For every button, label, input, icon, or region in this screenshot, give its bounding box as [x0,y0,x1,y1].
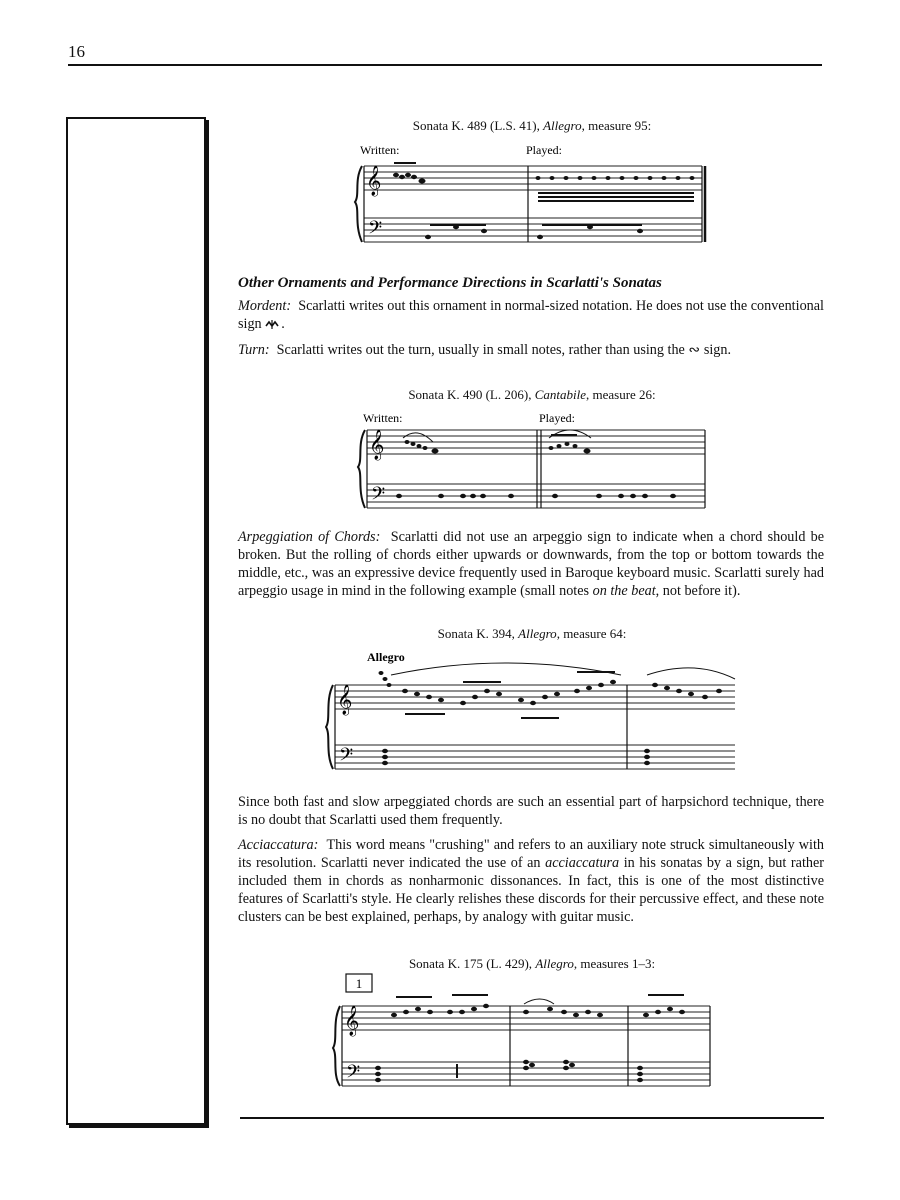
paragraph-text: sign. [703,342,732,358]
example-2-score [355,408,715,518]
label-played: Played: [539,411,575,425]
caption-text: Sonata K. 175 (L. 429), [408,956,536,971]
paragraph-italic: acciaccatura [545,855,620,871]
bass-clef-icon: 𝄢 [339,744,354,769]
caption-tempo: Cantabile [534,387,586,402]
brace [326,685,333,769]
measure-number: 1 [355,976,363,991]
section-heading: Other Ornaments and Performance Directions in Scarlatti's Sonatas [238,275,662,291]
written-notes [396,433,514,498]
barlines [335,685,627,769]
footer-rule [240,1117,824,1119]
caption-text: , measure 26: [585,387,656,402]
label-written: Written: [360,143,400,157]
paragraph-text: Scarlatti writes out this ornament in normal-sized notation. He does not use the conventional sign [238,298,824,332]
caption-tempo: Allegro [543,118,582,133]
treble-clef-icon: 𝄞 [369,430,385,459]
written-notes [393,162,487,239]
term-label: Mordent: [238,298,292,314]
caption-text: , measures 1–3: [573,956,656,971]
example-3-score [325,645,737,775]
paragraph-text: in his sonatas by a sign, but rather included them in chords as nonharmonic dissonances. In fact, this is one of the most distinctive features of Scarlatti's style. He clearly relishes these discords for their percussive effect, and these note clusters can be best explained, perhaps, by analogy with guitar music. [238,855,824,925]
term-label: Turn: [238,342,270,358]
caption-text: , measure 64: [556,626,627,641]
term-label: Acciaccatura: [238,837,319,853]
example-2-caption [240,387,824,403]
label-played: Played: [526,143,562,157]
header-rule [68,64,822,66]
example-3-caption [240,626,824,642]
page-number: 16 [68,42,85,61]
tempo-marking: Allegro [367,650,405,664]
acciaccatura-paragraph [238,836,824,926]
arpeggiation-paragraph [238,528,824,600]
paragraph-text: , not before it). [655,583,741,599]
bass-clef-icon: 𝄢 [368,217,383,242]
caption-text: Sonata K. 394, [437,626,519,641]
treble-clef-icon: 𝄞 [366,166,382,195]
staff-lines [335,685,735,769]
treble-clef-icon: 𝄞 [344,1006,360,1035]
mordent-paragraph [238,297,824,333]
example-1-caption [240,118,824,134]
played-notes [549,430,677,498]
turn-paragraph [238,341,824,359]
bass-clef-icon: 𝄢 [346,1061,361,1086]
bass-clef-icon: 𝄢 [371,483,386,508]
caption-text: Sonata K. 489 (L.S. 41), [412,118,544,133]
paragraph-text: Scarlatti writes out the turn, usually in small notes, rather than using the [276,342,685,358]
example-1-score [350,140,710,255]
label-written: Written: [363,411,403,425]
slur [391,663,621,675]
turn-sign-icon: ∾ [688,342,701,358]
brace [355,166,362,242]
paragraph-italic: on the beat [592,583,656,599]
staff-lines [367,430,705,508]
brace [358,430,365,508]
brace [333,1006,340,1086]
paragraph-text: Scarlatti did not use an arpeggio sign to indicate when a chord should be broken. But the rolling of chords either upwards or downwards, from the top or bottom towards the middle, etc., was an expressive device frequently used in Baroque keyboard music. Scarlatti surely had arpeggio usage in mind in the following example (small notes [238,529,825,599]
example-4-score [330,970,720,1090]
mordent-sign-icon [265,320,281,330]
caption-text: , measure 95: [581,118,652,133]
caption-tempo: Allegro [518,626,557,641]
treble-clef-icon: 𝄞 [337,685,353,714]
caption-tempo: Allegro [535,956,574,971]
staff-lines [342,1006,710,1086]
sidebar-frame [66,117,206,1125]
paragraph-text: Since both fast and slow arpeggiated chords are such an essential part of harpsichord technique, there is no doubt that Scarlatti used them frequently. [238,794,824,828]
term-label: Arpeggiation of Chords: [238,529,381,545]
paragraph-text: . [281,316,285,332]
caption-text: Sonata K. 490 (L. 206), [408,387,535,402]
paragraph-text: This word means "crushing" and refers to an auxiliary note struck simultaneously with its resolution. Scarlatti never indicated the use of an [238,837,824,871]
upper-notes [379,671,723,719]
slur [647,668,735,679]
lower-chords [375,1060,643,1082]
since-paragraph [238,793,824,829]
